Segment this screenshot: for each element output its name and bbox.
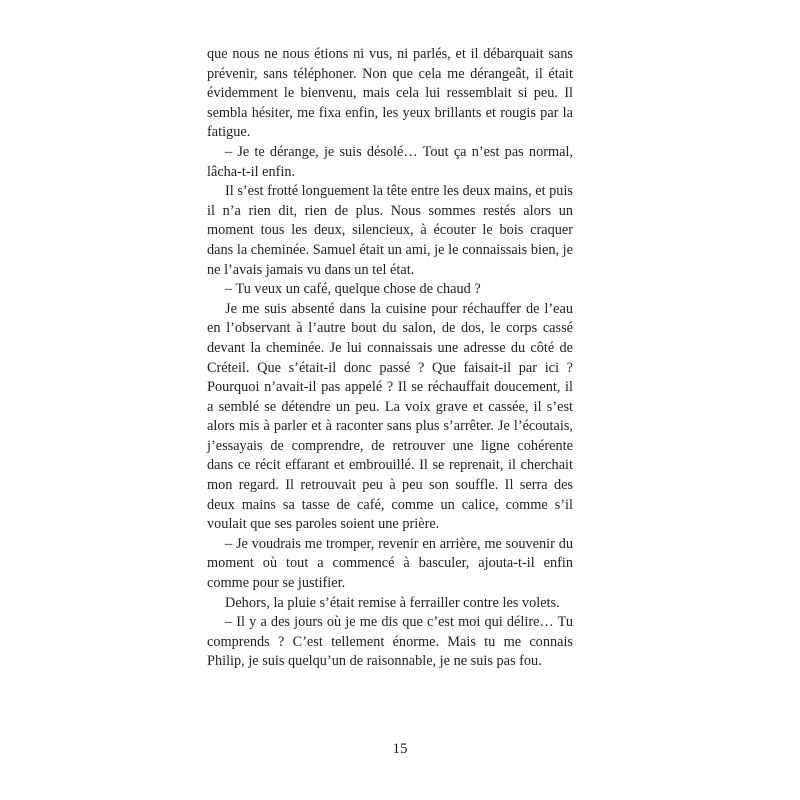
paragraph: – Tu veux un café, quelque chose de chaud ?: [225, 281, 481, 298]
paragraph: Je me suis absenté dans la cuisine pour réchauffer de l’eau en l’observant à l’autre bout du salon, de dos, le corps cassé devant la cheminée. Je lui connaissais une adresse du côté de Créteil. Que s’était-il donc passé ? Que faisait-il par ici ? Pourquoi n’avait-il pas appelé ? Il se réchauffait doucement, il a semblé se détendre un peu. La voix grave et cassée, il s’est alors mis à parler et à raconter sans plus s’arrêter. Je l’écoutais, j’essayais de comprendre, de retrouver une ligne cohérente dans ce récit effarant et embrouillé. Il se reprenait, il cherchait mon regard. Il retrouvait peu à peu son souffle. Il serra des deux mains sa tasse de café, comme un calice, comme s’il voulait que ses paroles soient une prière.: [207, 300, 573, 533]
paragraph: Il s’est frotté longuement la tête entre les deux mains, et puis il n’a rien dit, rien de plus. Nous sommes restés alors un moment tous les deux, silencieux, à écouter le bois craquer dans la cheminée. Samuel était un ami, je le connaissais bien, je ne l’avais jamais vu dans un tel état.: [207, 183, 573, 278]
page-number: 15: [392, 741, 408, 757]
paragraph: – Je voudrais me tromper, revenir en arrière, me souvenir du moment où tout a commencé à basculer, ajouta-t-il enfin comme pour se justifier.: [207, 535, 573, 592]
paragraph: que nous ne nous étions ni vus, ni parlés, et il débarquait sans prévenir, sans téléphoner. Non que cela me dérangeât, il était évidemment le bienvenu, mais cela lui ressemblait si peu. Il sembla hésiter, me fixa enfin, les yeux brillants et rougis par la fatigue.: [207, 46, 573, 141]
page-body: [207, 45, 573, 672]
paragraph: Dehors, la pluie s’était remise à ferrailler contre les volets.: [225, 594, 560, 611]
paragraph: – Il y a des jours où je me dis que c’est moi qui délire… Tu comprends ? C’est tellement énorme. Mais tu me connais Philip, je suis quelqu’un de raisonnable, je ne suis pas fou.: [207, 614, 573, 670]
paragraph: – Je te dérange, je suis désolé… Tout ça n’est pas normal, lâcha-t-il enfin.: [207, 143, 573, 180]
